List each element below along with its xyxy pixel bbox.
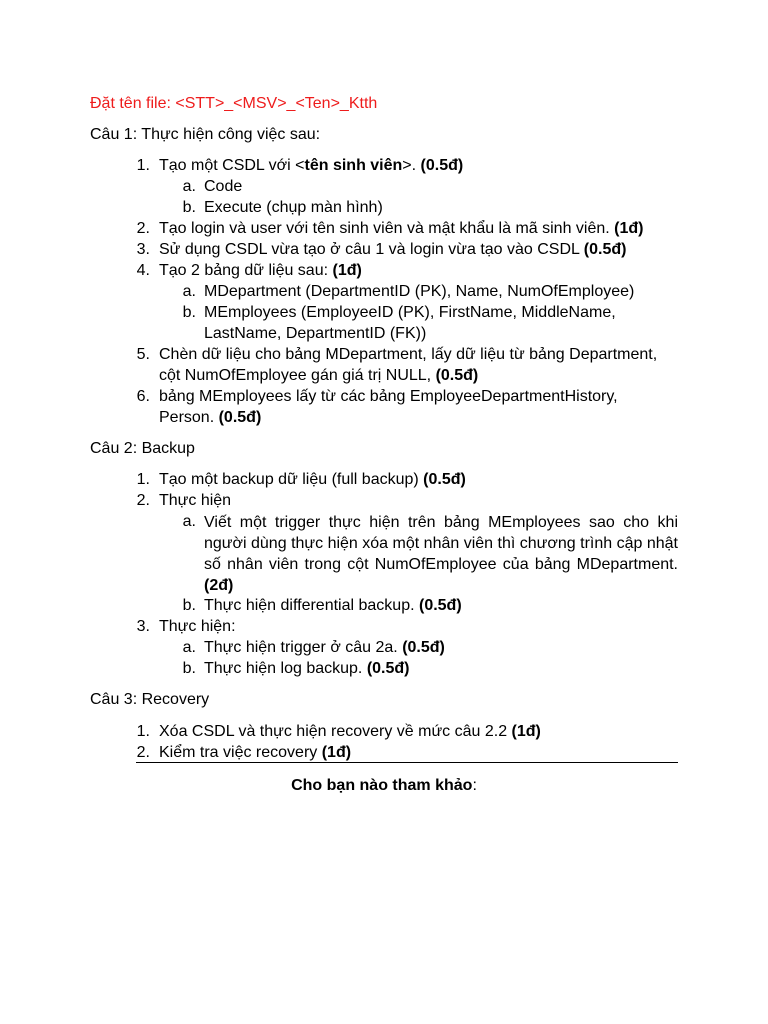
list-marker: 5.: [136, 346, 150, 363]
list-item: MDepartment (DepartmentID (PK), Name, NumOfEmployee): [204, 283, 635, 300]
list-marker: b.: [182, 660, 196, 677]
list-item: Tạo một CSDL với <tên sinh viên>. (0.5đ): [159, 157, 464, 174]
list-item: MEmployees (EmployeeID (PK), FirstName, MiddleName,: [204, 304, 616, 321]
list-marker: 2.: [136, 492, 150, 509]
list-item: Tạo một backup dữ liệu (full backup) (0.5đ): [159, 471, 466, 488]
list-marker: b.: [182, 597, 196, 614]
list-item-continuation: cột NumOfEmployee gán giá trị NULL, (0.5đ): [159, 367, 479, 384]
list-item-justified: Viết một trigger thực hiện trên bảng MEmployees sao cho khi người dùng thực hiện xóa một nhân viên thì chương trình cập nhật số nhân viên trong cột NumOfEmployee của bảng MDepartment. (2đ): [204, 514, 678, 594]
list-item: Tạo 2 bảng dữ liệu sau: (1đ): [159, 262, 362, 279]
question-3-heading: Câu 3: Recovery: [90, 691, 210, 708]
list-item: Thực hiện: [159, 492, 232, 509]
list-item: Tạo login và user với tên sinh viên và mật khẩu là mã sinh viên. (1đ): [159, 220, 644, 237]
list-item: Thực hiện differential backup. (0.5đ): [204, 597, 462, 614]
list-marker: a.: [182, 178, 196, 195]
list-item: Thực hiện:: [159, 618, 236, 635]
list-item: Xóa CSDL và thực hiện recovery về mức câu 2.2 (1đ): [159, 723, 541, 740]
list-marker: 1.: [136, 471, 150, 488]
list-marker: 1.: [136, 157, 150, 174]
question-2-heading: Câu 2: Backup: [90, 440, 195, 457]
footer-note: Cho bạn nào tham khảo:: [291, 777, 477, 794]
list-marker: 2.: [136, 220, 150, 237]
list-marker: 3.: [136, 618, 150, 635]
list-item: bảng MEmployees lấy từ các bảng EmployeeDepartmentHistory,: [159, 388, 618, 405]
horizontal-divider: [136, 762, 678, 763]
list-item: Thực hiện log backup. (0.5đ): [204, 660, 410, 677]
list-item: Sử dụng CSDL vừa tạo ở câu 1 và login vừa tạo vào CSDL (0.5đ): [159, 241, 627, 258]
list-marker: b.: [182, 304, 196, 321]
list-marker: 2.: [136, 744, 150, 761]
list-item: Kiểm tra việc recovery (1đ): [159, 744, 352, 761]
list-marker: b.: [182, 199, 196, 216]
question-1-heading: Câu 1: Thực hiện công việc sau:: [90, 126, 321, 143]
list-item-continuation: Person. (0.5đ): [159, 409, 262, 426]
list-marker: a.: [182, 283, 196, 300]
list-item: Thực hiện trigger ở câu 2a. (0.5đ): [204, 639, 445, 656]
list-item: Execute (chụp màn hình): [204, 199, 383, 216]
list-marker: a.: [182, 513, 196, 530]
list-marker: 6.: [136, 388, 150, 405]
list-marker: 3.: [136, 241, 150, 258]
list-item: Code: [204, 178, 243, 195]
list-marker: 4.: [136, 262, 150, 279]
list-marker: 1.: [136, 723, 150, 740]
list-marker: a.: [182, 639, 196, 656]
list-item-continuation: LastName, DepartmentID (FK)): [204, 325, 427, 342]
list-item: Chèn dữ liệu cho bảng MDepartment, lấy dữ liệu từ bảng Department,: [159, 346, 658, 363]
filename-instruction: Đặt tên file: <STT>_<MSV>_<Ten>_Ktth: [90, 95, 378, 112]
